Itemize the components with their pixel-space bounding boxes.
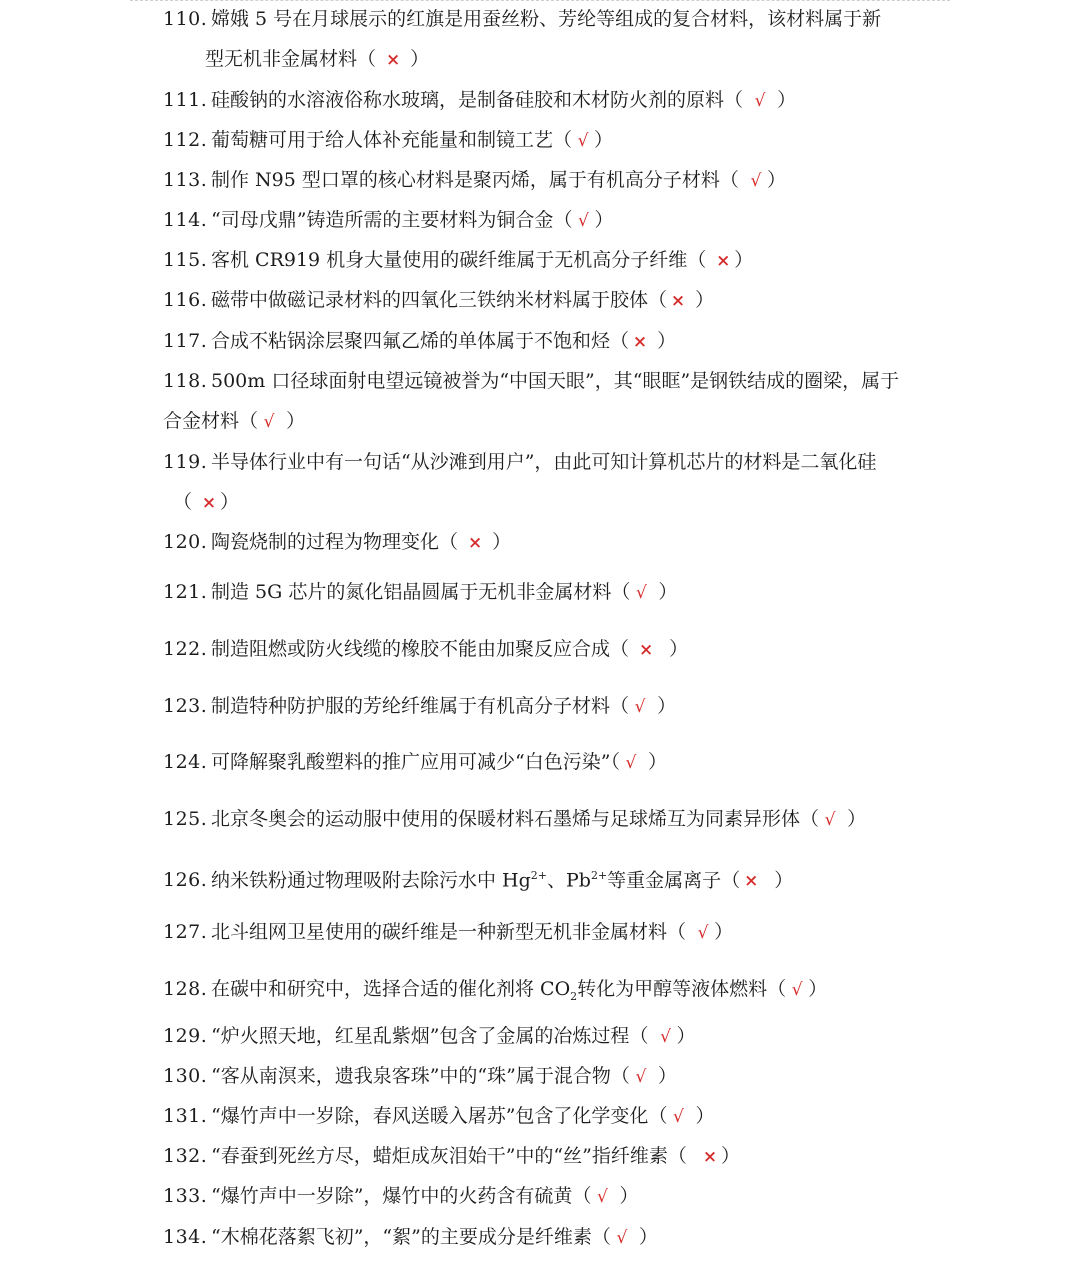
- check-mark-icon: √: [625, 753, 637, 773]
- item-text: 在碳中和研究中，选择合适的催化剂将 CO: [211, 978, 571, 1000]
- item-text: 可降解聚乳酸塑料的推广应用可减少“白色污染”: [211, 751, 611, 773]
- item-text: 北京冬奥会的运动服中使用的保暖材料石墨烯与足球烯互为同素异形体: [211, 808, 801, 830]
- cross-mark-icon: ×: [385, 50, 401, 70]
- item-text: 客机 CR919 机身大量使用的碳纤维属于无机高分子纤维: [211, 249, 688, 271]
- list-item: 124. 可降解聚乳酸塑料的推广应用可减少“白色污染”（ √ ）: [163, 751, 667, 773]
- item-number: 122.: [163, 638, 208, 660]
- item-number: 121.: [163, 581, 208, 603]
- cross-mark-icon: ×: [638, 640, 654, 660]
- formula-subscript: 2: [570, 989, 578, 1003]
- list-item: 126. 纳米铁粉通过物理吸附去除污水中 $Hg^{2+}$、$Pb^{2+}$等重金属离子（ × ）: [163, 869, 794, 892]
- ion-charge: 2+: [590, 869, 608, 882]
- item-number: 132.: [163, 1145, 208, 1167]
- list-item-continuation: （ × ）: [173, 491, 240, 513]
- item-number: 130.: [163, 1065, 208, 1087]
- item-text: 制作 N95 型口罩的核心材料是聚丙烯，属于有机高分子材料: [211, 169, 720, 191]
- list-item: 116. 磁带中做磁记录材料的四氧化三铁纳米材料属于胶体（ × ）: [163, 289, 715, 311]
- list-item: 133. “爆竹声中一岁除”，爆竹中的火药含有硫黄（ √ ）: [163, 1185, 639, 1207]
- item-text: “爆竹声中一岁除，春风送暖入屠苏”包含了化学变化: [211, 1105, 649, 1127]
- check-mark-icon: √: [577, 131, 589, 151]
- item-text: 纳米铁粉通过物理吸附去除污水中 Hg: [211, 869, 531, 892]
- top-dashed-rule: [130, 0, 950, 2]
- list-item-continuation: 合金材料（ √ ）: [163, 410, 306, 432]
- list-item: 112. 葡萄糖可用于给人体补充能量和制镜工艺（ √ ）: [163, 129, 614, 151]
- item-number: 123.: [163, 695, 208, 717]
- cross-mark-icon: ×: [716, 251, 731, 271]
- item-text: “木棉花落絮飞初”，“絮”的主要成分是纤维素: [211, 1226, 592, 1248]
- item-text: 嫦娥 5 号在月球展示的红旗是用蚕丝粉、芳纶等组成的复合材料，该材料属于新: [211, 8, 882, 30]
- list-item: 113. 制作 N95 型口罩的核心材料是聚丙烯，属于有机高分子材料（ √ ）: [163, 169, 786, 191]
- check-mark-icon: √: [824, 810, 836, 830]
- check-mark-icon: √: [697, 923, 709, 943]
- list-item: [163, 369, 899, 393]
- list-item: 134. “木棉花落絮飞初”，“絮”的主要成分是纤维素（ √ ）: [163, 1226, 658, 1248]
- list-item: 122. 制造阻燃或防火线缆的橡胶不能由加聚反应合成（ × ）: [163, 638, 689, 660]
- item-number: 125.: [163, 808, 208, 830]
- list-item: 115. 客机 CR919 机身大量使用的碳纤维属于无机高分子纤维（ × ）: [163, 249, 754, 271]
- list-item: 123. 制造特种防护服的芳纶纤维属于有机高分子材料（ √ ）: [163, 695, 677, 717]
- check-mark-icon: √: [263, 412, 275, 432]
- item-text: 半导体行业中有一句话“从沙滩到用户”，由此可知计算机芯片的材料是二氧化硅: [211, 451, 877, 473]
- item-text: 合成不粘锅涂层聚四氟乙烯的单体属于不饱和烃: [211, 330, 611, 352]
- item-text: “春蚕到死丝方尽，蜡炬成灰泪始干”中的“丝”指纤维素: [211, 1145, 668, 1167]
- list-item: 125. 北京冬奥会的运动服中使用的保暖材料石墨烯与足球烯互为同素异形体（ √ ）: [163, 808, 867, 830]
- item-text: 、Pb: [547, 869, 591, 892]
- check-mark-icon: √: [673, 1107, 684, 1127]
- list-item: 127. 北斗组网卫星使用的碳纤维是一种新型无机非金属材料（ √ ）: [163, 921, 734, 943]
- check-mark-icon: √: [578, 211, 589, 231]
- check-mark-icon: √: [616, 1228, 628, 1248]
- list-item: 130. “客从南溟来，遗我泉客珠”中的“珠”属于混合物（ √ ）: [163, 1065, 677, 1087]
- check-mark-icon: √: [791, 980, 803, 1000]
- cross-mark-icon: ×: [632, 332, 648, 352]
- check-mark-icon: √: [635, 583, 647, 603]
- item-text: “爆竹声中一岁除”，爆竹中的火药含有硫黄: [211, 1185, 573, 1207]
- item-text: 制造阻燃或防火线缆的橡胶不能由加聚反应合成: [211, 638, 611, 660]
- list-item: 129. “炉火照天地，红星乱紫烟”包含了金属的冶炼过程（ √ ）: [163, 1025, 696, 1047]
- item-text: 制造 5G 芯片的氮化铝晶圆属于无机非金属材料: [211, 581, 612, 603]
- check-mark-icon: √: [634, 697, 646, 717]
- check-mark-icon: √: [750, 171, 762, 191]
- item-text: 制造特种防护服的芳纶纤维属于有机高分子材料: [211, 695, 611, 717]
- item-number: 126.: [163, 869, 208, 892]
- cross-mark-icon: ×: [702, 1147, 718, 1167]
- item-number: 117.: [163, 330, 208, 352]
- item-number: 119.: [163, 451, 208, 473]
- cross-mark-icon: ×: [201, 493, 217, 513]
- item-text: 磁带中做磁记录材料的四氧化三铁纳米材料属于胶体: [211, 289, 649, 311]
- item-number: 128.: [163, 978, 208, 1000]
- list-item: [163, 7, 881, 31]
- list-item: 131. “爆竹声中一岁除，春风送暖入屠苏”包含了化学变化（ √ ）: [163, 1105, 715, 1127]
- list-item: [163, 450, 876, 474]
- item-text: “司母戊鼎”铸造所需的主要材料为铜合金: [211, 209, 554, 231]
- item-text: 硅酸钠的水溶液俗称水玻璃，是制备硅胶和木材防火剂的原料: [211, 89, 725, 111]
- list-item: 111. 硅酸钠的水溶液俗称水玻璃，是制备硅胶和木材防火剂的原料（ √ ）: [163, 89, 797, 111]
- item-number: 116.: [163, 289, 208, 311]
- check-mark-icon: √: [754, 91, 766, 111]
- check-mark-icon: √: [597, 1187, 608, 1207]
- item-text: 等重金属离子: [607, 869, 722, 892]
- item-number: 114.: [163, 209, 208, 231]
- item-number: 115.: [163, 249, 208, 271]
- list-item: 132. “春蚕到死丝方尽，蜡炬成灰泪始干”中的“丝”指纤维素（ × ）: [163, 1145, 740, 1167]
- check-mark-icon: √: [660, 1027, 671, 1047]
- list-item-continuation: 型无机非金属材料（ × ）: [205, 48, 430, 70]
- item-text: 北斗组网卫星使用的碳纤维是一种新型无机非金属材料: [211, 921, 668, 943]
- item-number: 110.: [163, 8, 208, 30]
- item-number: 118.: [163, 370, 208, 392]
- item-number: 133.: [163, 1185, 208, 1207]
- list-item: 120. 陶瓷烧制的过程为物理变化（ × ）: [163, 531, 512, 553]
- item-text: 合金材料: [163, 410, 240, 432]
- item-text: 葡萄糖可用于给人体补充能量和制镜工艺: [211, 129, 554, 151]
- item-number: 120.: [163, 531, 208, 553]
- item-number: 134.: [163, 1226, 208, 1248]
- item-text: “炉火照天地，红星乱紫烟”包含了金属的冶炼过程: [211, 1025, 630, 1047]
- item-text: 500m 口径球面射电望远镜被誉为“中国天眼”，其“眼眶”是钢铁结成的圈梁，属于: [211, 370, 900, 392]
- list-item: 121. 制造 5G 芯片的氮化铝晶圆属于无机非金属材料（ √ ）: [163, 581, 678, 603]
- item-number: 131.: [163, 1105, 208, 1127]
- item-number: 127.: [163, 921, 208, 943]
- item-number: 111.: [163, 89, 208, 111]
- list-item: 128. 在碳中和研究中，选择合适的催化剂将 $CO_2$转化为甲醇等液体燃料（ √ ）: [163, 978, 828, 1003]
- ion-charge: 2+: [530, 869, 547, 882]
- item-number: 129.: [163, 1025, 208, 1047]
- cross-mark-icon: ×: [744, 871, 759, 892]
- item-number: 124.: [163, 751, 208, 773]
- item-text: “客从南溟来，遗我泉客珠”中的“珠”属于混合物: [211, 1065, 611, 1087]
- list-item: 114. “司母戊鼎”铸造所需的主要材料为铜合金（ √ ）: [163, 209, 614, 231]
- item-number: 113.: [163, 169, 208, 191]
- check-mark-icon: √: [635, 1067, 647, 1087]
- item-number: 112.: [163, 129, 208, 151]
- item-text: 陶瓷烧制的过程为物理变化: [211, 531, 440, 553]
- item-text: 型无机非金属材料: [205, 48, 358, 70]
- item-text: 转化为甲醇等液体燃料: [577, 978, 768, 1000]
- cross-mark-icon: ×: [670, 291, 686, 311]
- cross-mark-icon: ×: [467, 533, 483, 553]
- list-item: 117. 合成不粘锅涂层聚四氟乙烯的单体属于不饱和烃（ × ）: [163, 330, 677, 352]
